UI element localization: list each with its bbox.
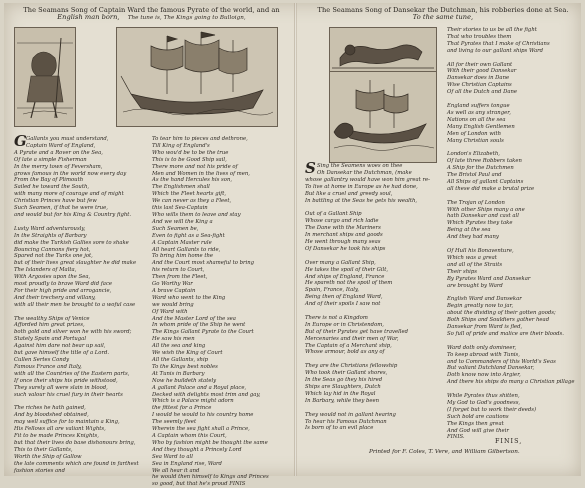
verse-line: Of late a simple Fisherman: [14, 156, 87, 163]
verse-line: And we will the King a: [152, 218, 213, 225]
verse-line: and all of the Straits: [447, 261, 503, 268]
verse-line: [447, 96, 579, 103]
verse-line: We all hear it and: [152, 467, 200, 474]
verse-line: about the dividing of their gotten goods;: [447, 310, 556, 317]
verse-line: He takes the spoil of their Gilt,: [305, 266, 389, 273]
verse-line: We wish the King of Court: [152, 350, 223, 357]
verse-line: Men and Women in the lives of men,: [152, 170, 250, 177]
verse-line: And by bloodshed obtained,: [14, 412, 89, 419]
verse-line: his return to Court,: [152, 267, 205, 274]
verse-line: The Captain of a Merchant ship,: [305, 342, 392, 349]
verse-line: [305, 405, 447, 412]
verse-line: To bring him home the: [152, 253, 214, 260]
verse-line: England suffers tongue: [447, 102, 510, 109]
verse-line: The Islanders of Malta,: [14, 267, 77, 274]
verse-line: The Kings then great: [447, 420, 504, 427]
verse-line: They surely all were slain in blood,: [14, 384, 108, 391]
verse-line: and living to our gallant ships Ward: [447, 47, 544, 54]
verse-line: But like a cruel and greedy soul,: [305, 190, 393, 197]
ship-with-monster-icon: [330, 72, 436, 162]
verse-line: Both Ships and Souldiers gather head: [447, 317, 550, 324]
verse-line: Begin greatly now to jar,: [447, 303, 514, 310]
verse-line: While Pyrates thus shitten,: [447, 393, 520, 400]
verse-line: To live at home in Europe as he had done,: [305, 183, 418, 190]
verse-line: All the Gallants, ship: [152, 357, 209, 363]
verse-line: FINIS.: [447, 434, 465, 441]
verse-line: Of late three Robbers taken: [447, 158, 522, 165]
verse-line: The Bristol Paul and: [447, 172, 502, 179]
verse-line: For their high pride and arrogancie,: [14, 287, 112, 294]
verse-line: That who troubles them: [447, 33, 512, 40]
verse-line: Fit to be made Princes Knights,: [14, 432, 99, 439]
verse-line: (I forget but to work their deeds): [447, 406, 537, 413]
woodcut-ship-right: [329, 71, 437, 163]
verse-line: may well suffice for to maintain a King,: [14, 419, 120, 426]
verse-line: Of Dansekar he took his ships: [305, 245, 386, 252]
verse-line: [305, 308, 447, 315]
verse-line: Against him dare not bear up sail,: [14, 343, 106, 350]
woodcut-figure: [14, 27, 76, 127]
verse-line: To hear his Famous Dutchman: [305, 418, 387, 425]
verse-line: In the Straights of Barbary: [14, 232, 87, 239]
verse-line: In battling at the Seas he gets his wealth,: [305, 197, 418, 204]
verse-line: [14, 398, 154, 405]
verse-line: We can never as they a Fleet,: [152, 198, 232, 205]
left-verse-col1: [14, 132, 154, 476]
verse-line: All the sea and king: [152, 343, 206, 350]
verse-line: All Ships of gallant Captains: [447, 178, 524, 185]
right-verse-col1: [305, 159, 447, 432]
verse-line: To tear him to pieces and dethrone,: [152, 136, 248, 142]
verse-line: To keep abroad with Tunis,: [447, 351, 520, 358]
verse-line: And there his ships do many a Christian pillage: [447, 379, 575, 386]
verse-line: And ships of England, France: [305, 273, 385, 280]
verse-line: Go Worthy War: [152, 281, 193, 288]
verse-line: With Argosies upon the Sea,: [14, 274, 91, 281]
verse-line: Mercenaries and their men of War,: [305, 335, 399, 342]
verse-line: Many English Gentlemen: [447, 123, 515, 130]
verse-line: From the Bay of Plimouth: [14, 177, 84, 184]
verse-line: And they had many: [447, 234, 499, 241]
verse-line: Such bold are cautions: [447, 413, 509, 420]
verse-line: Being at the sea: [447, 227, 491, 234]
verse-line: Cullen Sertes Condy: [14, 357, 70, 363]
verse-line: This to their Gallants,: [14, 446, 73, 453]
verse-line: In the merry town of Feversham,: [14, 163, 103, 170]
right-title: [305, 7, 581, 22]
verse-line: and would but for his King & Country fight.: [14, 211, 132, 218]
verse-line: Afforded him great prizes,: [14, 322, 85, 329]
verse-line: Sailed he toward the South,: [14, 184, 90, 191]
verse-line: A brave Captain: [152, 287, 196, 294]
verse-line: Dansekar does in Dane: [447, 75, 510, 82]
verse-line: The Trojan of London: [447, 199, 505, 206]
verse-line: Of Hull his Bonaventure,: [447, 248, 514, 254]
verse-line: The Englishmen shall: [152, 184, 210, 191]
verse-line: Which Pyrates they take: [447, 220, 513, 227]
left-title-line2: English man born,: [57, 13, 120, 22]
right-title-line1: The Seamans Song of Dansekar the Dutchman, his robberies done at Sea.: [317, 6, 569, 14]
verse-line: English Ward and Dansekar: [447, 296, 522, 303]
verse-line: But valiant Dutchland Dansekar,: [447, 365, 535, 372]
verse-line: Their ships: [447, 268, 477, 275]
verse-line: Whose armour, bold as any of: [305, 349, 385, 356]
verse-line: My God to God's goodness,: [447, 399, 521, 406]
verse-line: In Barbary, while they been: [305, 397, 380, 404]
verse-line: Oh Dansekar the Dutchman, (make: [317, 169, 412, 176]
verse-line: [305, 356, 447, 363]
verse-line: Ships are Slaughters, Dutch: [305, 384, 381, 390]
verse-line: Worth the Ship of Gallow: [14, 453, 82, 460]
verse-line: both gold and silver won he with his sword;: [14, 329, 132, 336]
verse-line: [305, 204, 447, 211]
verse-line: By Pyrates Ward and Dansekar: [447, 275, 531, 282]
verse-line: The Kings Gallant Pyrate to the Court: [152, 329, 254, 336]
verse-line: [305, 253, 447, 260]
verse-line: Sea in England rise, Ward: [152, 460, 222, 467]
verse-line: the late comments which are found in farthest: [14, 460, 139, 467]
left-title-line1: The Seamans Song of Captain Ward the famous Pyrate of the world, and an: [23, 6, 280, 14]
verse-line: [14, 309, 154, 316]
verse-line: All for their own Gallant: [447, 61, 513, 68]
verse-line: Which lay hid in the Royal: [305, 390, 376, 397]
verse-line: Such Seamen, if that he were true,: [14, 205, 108, 212]
lion-crest-icon: [330, 28, 436, 72]
verse-line: His Fellows all are valiant Wights,: [14, 426, 106, 433]
left-title: [14, 7, 289, 23]
verse-line: but that their lives do base dishonours bring,: [14, 439, 136, 446]
verse-line: [447, 55, 579, 62]
verse-line: Ward doth only domineer,: [447, 344, 517, 351]
verse-line: He saw his men: [152, 336, 195, 343]
verse-line: Such Seamen be,: [152, 225, 199, 232]
verse-line: But of their Pyrates get have travelled: [305, 328, 409, 335]
drop-cap-g: G: [14, 132, 27, 150]
verse-line: Gallants you must understand,: [26, 136, 109, 142]
verse-line: Of Ward with: [152, 308, 188, 315]
verse-line: [447, 144, 579, 151]
verse-line: [447, 386, 579, 393]
verse-line: Is born of to an evil place: [305, 425, 374, 432]
verse-line: Lusty Ward adventurously,: [14, 225, 86, 232]
verse-line: The wealthy Ships of Venice: [14, 315, 90, 322]
verse-line: This is to be Good Ship sail,: [152, 156, 227, 163]
verse-line: [447, 241, 579, 248]
right-page: [297, 3, 581, 476]
verse-line: such valour his cruel fury in their hearts: [14, 391, 123, 398]
verse-line: At Tunis in Barbary: [152, 370, 205, 377]
verse-line: Stately Spain and Portugal: [14, 336, 87, 343]
printer-imprint: Printed for F. Coles, T. Vere, and William Gilbertson.: [369, 449, 520, 455]
verse-line: [447, 289, 579, 296]
verse-line: There is not a Kingdom: [305, 314, 368, 321]
verse-line: A Pyrate and a Rover on the Sea,: [14, 149, 103, 156]
verse-line: Which is a Palace might adorn: [152, 398, 234, 405]
verse-line: If once their ships his pride withstood,: [14, 377, 118, 384]
verse-line: but of their lives great slaughter he did make: [14, 260, 137, 267]
verse-line: Bouncing Cannons fiery hot,: [14, 246, 91, 253]
verse-line: The seemly fleet: [152, 419, 197, 426]
verse-line: Then from the Fleet,: [152, 274, 208, 281]
verse-line: this last Sea-Captain: [152, 205, 208, 212]
verse-line: fashion stories and: [14, 467, 65, 474]
verse-line: Famous France and Italy,: [14, 363, 82, 370]
verse-line: There more and not his pride of: [152, 163, 238, 170]
verse-line: They are the Christians fellowship: [305, 363, 398, 370]
verse-line: Spain, France, Italy,: [305, 287, 359, 294]
verse-line: most proudly to brave Ward did face: [14, 281, 113, 288]
verse-line: Now he buildeth stately: [152, 377, 217, 384]
verse-line: I would he would to his country home: [152, 412, 254, 419]
verse-line: with many more of courage and of might: [14, 191, 124, 198]
drop-cap-s: S: [305, 159, 316, 177]
verse-line: Being then of England Ward,: [305, 294, 383, 301]
verse-line: with all the Countries of the Eastern parts,: [14, 370, 130, 377]
verse-line: And their trechery and villany,: [14, 294, 96, 301]
verse-line: He went through many seas: [305, 238, 381, 245]
verse-line: Dansekar from Ward is fled,: [447, 323, 523, 330]
verse-line: In whom pride of the Ship he went: [152, 322, 246, 329]
verse-line: He spareth not the spoil of them: [305, 280, 393, 287]
verse-line: And they thought a Princely Lord: [152, 446, 242, 453]
verse-line: The Dane with the Mariners: [305, 225, 381, 232]
woodcut-ship: [116, 27, 278, 127]
verse-line: Christian Princes have but few: [14, 198, 97, 205]
verse-line: Sea Ward to all: [152, 453, 193, 460]
verse-line: all these did make a brutal prize: [447, 185, 535, 192]
verse-line: London's Elizabeth,: [447, 151, 500, 158]
verse-line: [447, 193, 579, 200]
verse-line: grows famous in the world now every day: [14, 170, 127, 177]
verse-line: A gallant Palace and a Royal place,: [152, 384, 247, 391]
broadside-sheet: [4, 3, 581, 488]
verse-line: Ward who went to the King: [152, 294, 226, 301]
woodcut-lion-crest: [329, 27, 437, 73]
verse-line: Wherein the sea fight shall a Prince,: [152, 426, 250, 433]
verse-line: the fittest for a Prince: [152, 405, 212, 412]
verse-line: Their stories to us be all the fight: [447, 27, 537, 33]
galleon-icon: [117, 28, 277, 126]
verse-line: Even to fight as a Sea-fight: [152, 232, 225, 239]
left-page: [4, 3, 294, 488]
verse-line: Whose cargo and rich ladie: [305, 218, 379, 225]
verse-line: Which the Fleet hearts gift,: [152, 191, 227, 198]
figure-with-spear-icon: [15, 28, 75, 126]
verse-line: Many Christian souls: [447, 137, 504, 144]
verse-line: Wise Christian Captains: [447, 82, 512, 89]
verse-line: As the hand Hercules his son,: [152, 177, 233, 184]
verse-line: Doth know now into Argier,: [447, 372, 521, 379]
verse-line: A Captain Master rule: [152, 239, 212, 246]
verse-line: And of their spoils I saw not: [305, 301, 381, 308]
verse-line: In the Seas go they his hired: [305, 377, 383, 384]
verse-line: we would bring: [152, 301, 194, 308]
verse-line: with all their men he brought to a woful case: [14, 301, 136, 308]
verse-line: Who wou'd be to be the true: [152, 149, 229, 156]
right-verse-col2: [447, 27, 579, 441]
verse-line: Spared not the Turks one jot,: [14, 253, 93, 260]
verse-line: And God will give their: [447, 427, 509, 434]
verse-line: Who wills them to leave and stay: [152, 211, 241, 218]
verse-line: and to Commanders of this World's Seas: [447, 358, 556, 365]
verse-line: so good, but that he's proud FINIS: [152, 481, 246, 488]
verse-line: So full of pride and malice are their bloods.: [447, 330, 564, 337]
verse-line: All heart Gallants to ride,: [152, 246, 221, 253]
verse-line: And the Court most shameful to bring: [152, 260, 255, 267]
verse-line: whose gallantry would have won him great re-: [305, 176, 430, 183]
verse-line: A Captain whom this Court,: [152, 432, 227, 439]
verse-line: he would then himself to Kings and Princes: [152, 474, 269, 481]
verse-line: but gave himself the title of a Lord.: [14, 350, 110, 357]
verse-line: As well as any stranger,: [447, 109, 511, 116]
verse-line: They would not in gallant hearing: [305, 411, 396, 418]
verse-line: [447, 338, 579, 345]
verse-line: Till King of England's: [152, 142, 210, 149]
verse-line: Men of London with: [447, 130, 502, 137]
verse-line: In Europe or in Christendom,: [305, 321, 384, 328]
verse-line: With their good Dansekar: [447, 68, 517, 75]
verse-line: And the Master Lord of the sea: [152, 315, 236, 322]
verse-line: Which was a great: [447, 254, 497, 261]
verse-line: A Ship for the Dutchmen: [447, 165, 514, 172]
verse-line: did make the Turkish Gallies sore to shake: [14, 239, 129, 246]
verse-line: Sing the Seamens woes on thee: [317, 163, 403, 169]
left-tune: The tune is, The Kings going to Bulloign,: [127, 15, 246, 22]
verse-line: The riches he hath gained,: [14, 405, 86, 412]
verse-line: Of all the Dutch and Dane: [447, 89, 518, 96]
verse-line: With other Ships many a one: [447, 206, 525, 213]
verse-line: Nations on all the sea: [447, 116, 506, 123]
verse-line: are brought by Ward: [447, 282, 503, 289]
right-title-line2: To the same tune,: [412, 13, 474, 22]
verse-line: In merchant ships and goods: [305, 232, 383, 239]
verse-line: [14, 219, 154, 226]
verse-line: hath Dansekar and cast all: [447, 213, 519, 220]
verse-line: To the Kings best nobles: [152, 363, 218, 370]
verse-line: Who by fashion might be thought the same: [152, 439, 268, 446]
verse-line: Who took their Gallant shores,: [305, 370, 388, 377]
verse-line: Over many a Gallant Ship,: [305, 259, 376, 266]
verse-line: That Pyrates that I make of Christians: [447, 40, 550, 47]
verse-line: Decked with delights most trim and gay,: [152, 391, 261, 398]
verse-line: Captain Ward of England,: [26, 142, 96, 149]
verse-line: Out of a Gallant Ship: [305, 211, 362, 218]
left-verse-col2: [152, 136, 290, 488]
finis-label: FINIS,: [495, 437, 523, 445]
